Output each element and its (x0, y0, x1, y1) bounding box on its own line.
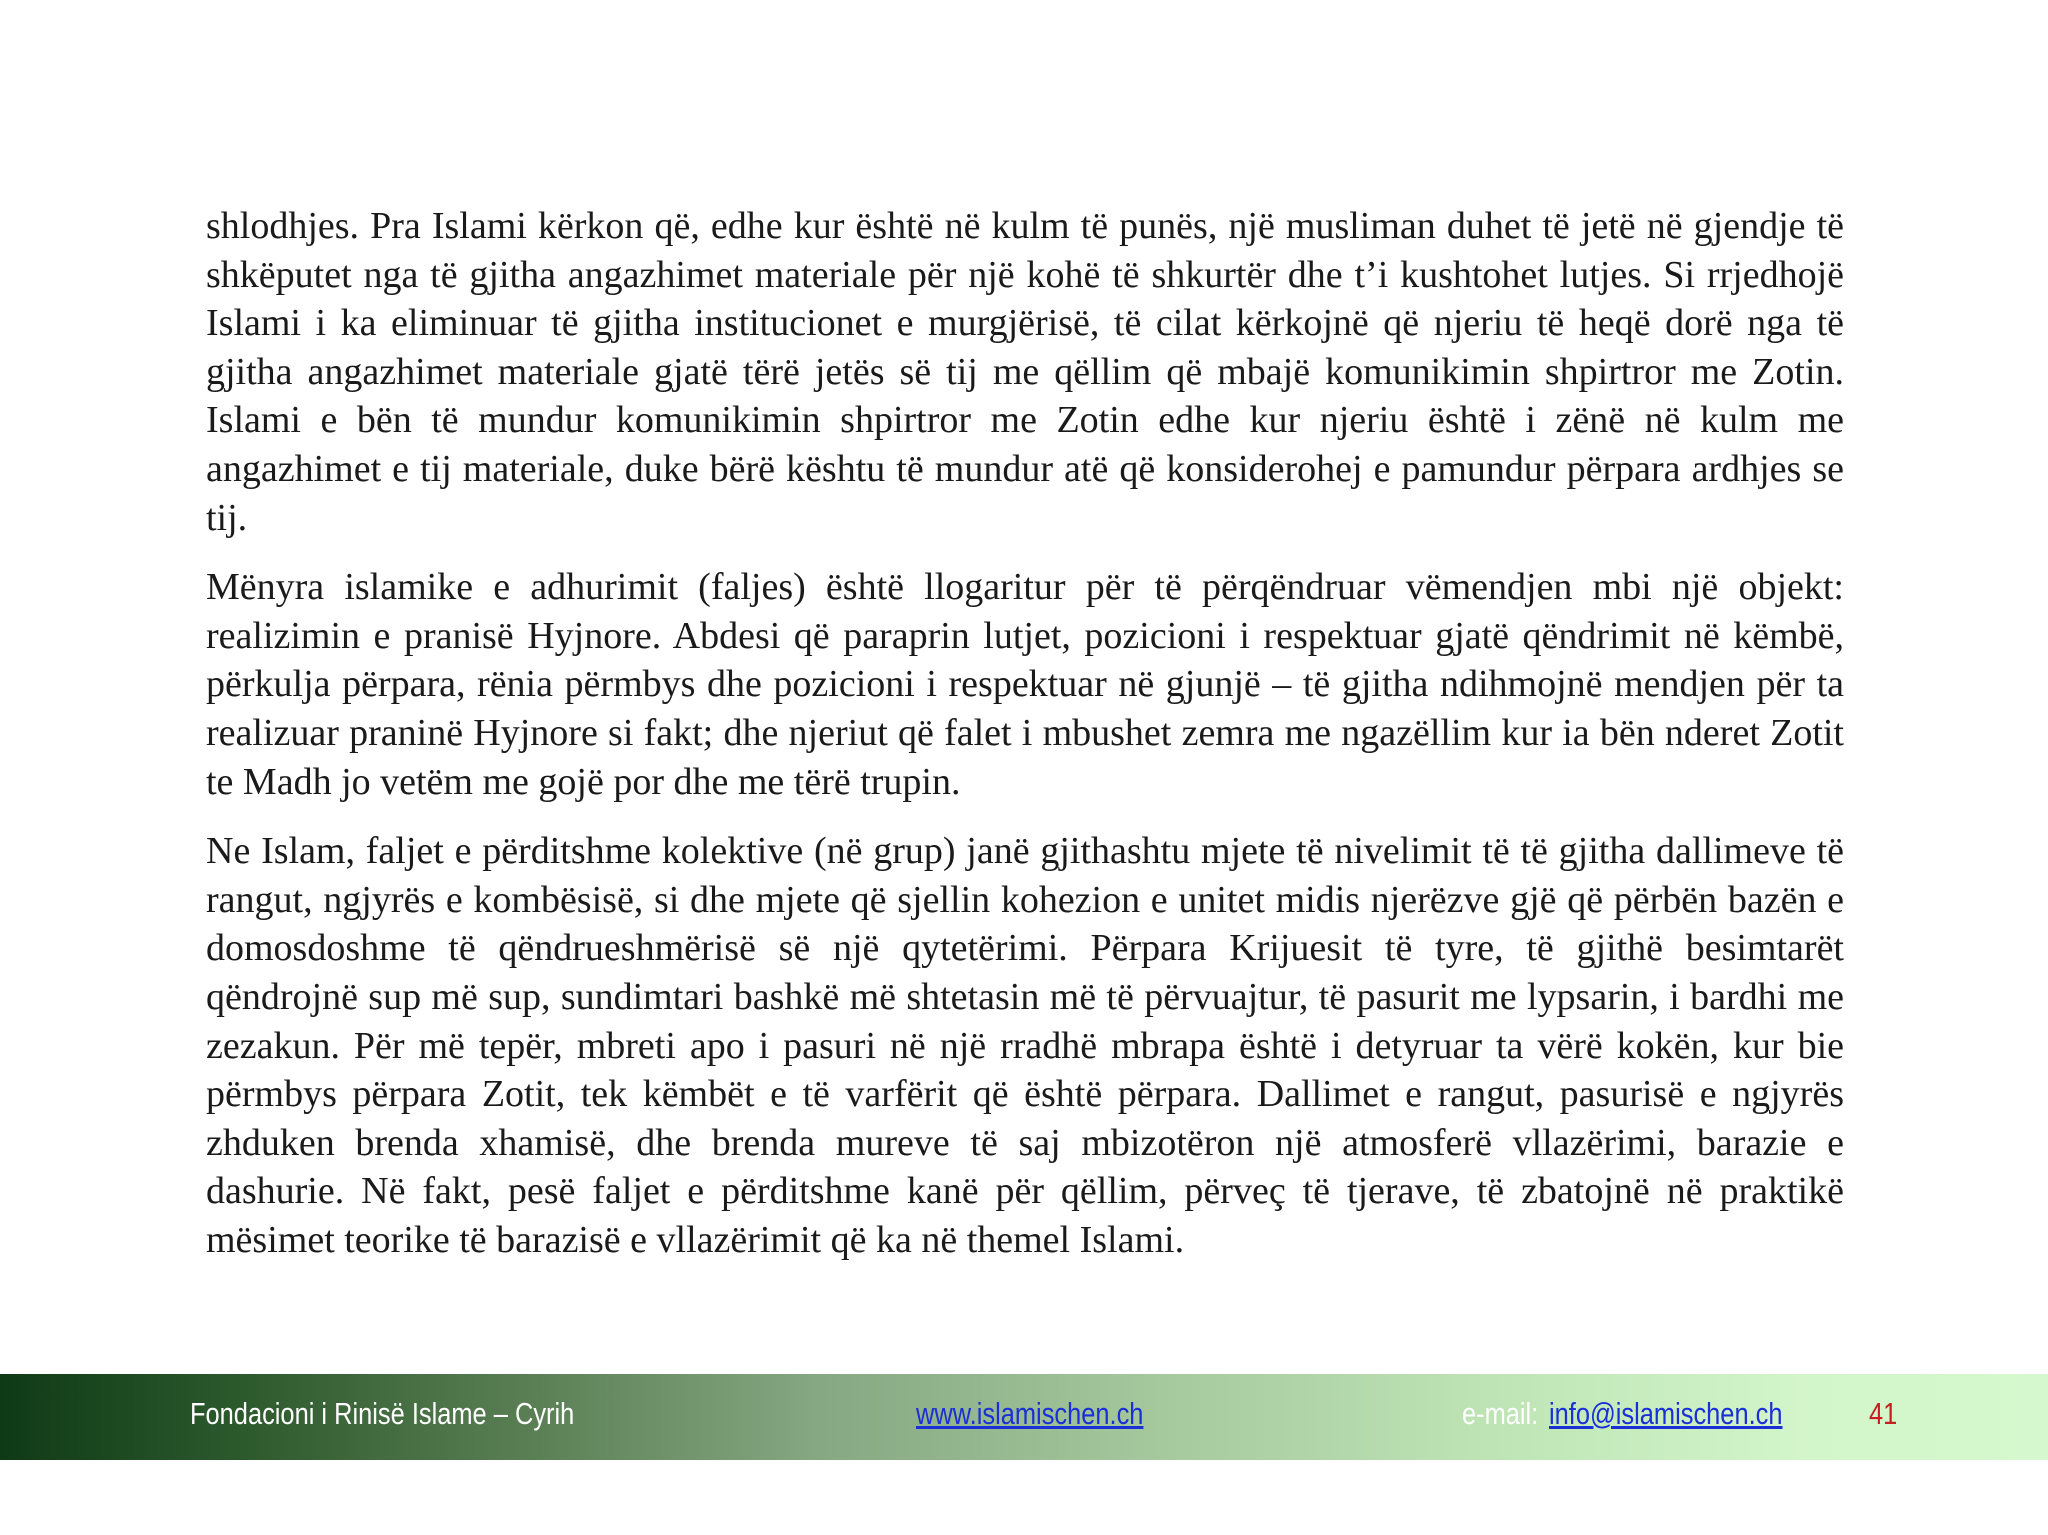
paragraph: Ne Islam, faljet e përditshme kolektive (në grup) janë gjithashtu mjete të nivelimit të të gjitha dallimeve të rangut, ngjyrës e kombësisë, si dhe mjete që sjellin kohezion e unitet midis njerëzve gjë që përbën bazën e domosdoshme të qëndrueshmërisë së një qytetërimi. Përpara Krijuesit të tyre, të gjithë besimtarët qëndrojnë sup më sup, sundimtari bashkë më shtetasin më të përvuajtur, të pasurit me lypsarin, i bardhi me zezakun. Për më tepër, mbreti apo i pasuri në një rradhë mbrapa është i detyruar ta vërë kokën, kur bie përmbys përpara Zotit, tek këmbët e të varfërit që është përpara. Dallimet e rangut, pasurisë e ngjyrës zhduken brenda xhamisë, dhe brenda mureve të saj mbizotëron një atmosferë vllazërimi, barazie e dashurie. Në fakt, pesë faljet e përditshme kanë për qëllim, përveç të tjerave, të zbatojnë në praktikë mësimet teorike të barazisë e vllazërimit që ka në themel Islami. (206, 830, 1844, 1261)
paragraph: shlodhjes. Pra Islami kërkon që, edhe kur është në kulm të punës, një musliman duhet të jetë në gjendje të shkëputet nga të gjitha angazhimet materiale për një kohë të shkurtër dhe t’i kushtohet lutjes. Si rrjedhojë Islami i ka eliminuar të gjitha institucionet e murgjërisë, të cilat kërkojnë që njeriu të heqë dorë nga të gjitha angazhimet materiale gjatë tërë jetës së tij me qëllim që mbajë komunikimin shpirtror me Zotin. Islami e bën të mundur komunikimin shpirtror me Zotin edhe kur njeriu është i zënë në kulm me angazhimet e tij materiale, duke bërë kështu të mundur atë që konsiderohej e pamundur përpara ardhjes se tij. (206, 205, 1844, 539)
website-link[interactable]: www.islamischen.ch (916, 1396, 1144, 1431)
email-link[interactable]: info@islamischen.ch (1549, 1396, 1783, 1431)
foundation-name: Fondacioni i Rinisë Islame – Cyrih (190, 1396, 575, 1431)
page-number: 41 (1869, 1396, 1898, 1431)
email-label: e-mail: (1462, 1396, 1539, 1431)
footer-bar (0, 1374, 2048, 1460)
body-text (206, 202, 1844, 1285)
paragraph: Mënyra islamike e adhurimit (faljes) është llogaritur për të përqëndruar vëmendjen mbi një objekt: realizimin e pranisë Hyjnore. Abdesi që paraprin lutjet, pozicioni i respektuar gjatë qëndrimit në këmbë, përkulja përpara, rënia përmbys dhe pozicioni i respektuar në gjunjë – të gjitha ndihmojnë mendjen për ta realizuar praninë Hyjnore si fakt; dhe njeriut që falet i mbushet zemra me ngazëllim kur ia bën nderet Zotit te Madh jo vetëm me gojë por dhe me tërë trupin. (206, 566, 1844, 803)
